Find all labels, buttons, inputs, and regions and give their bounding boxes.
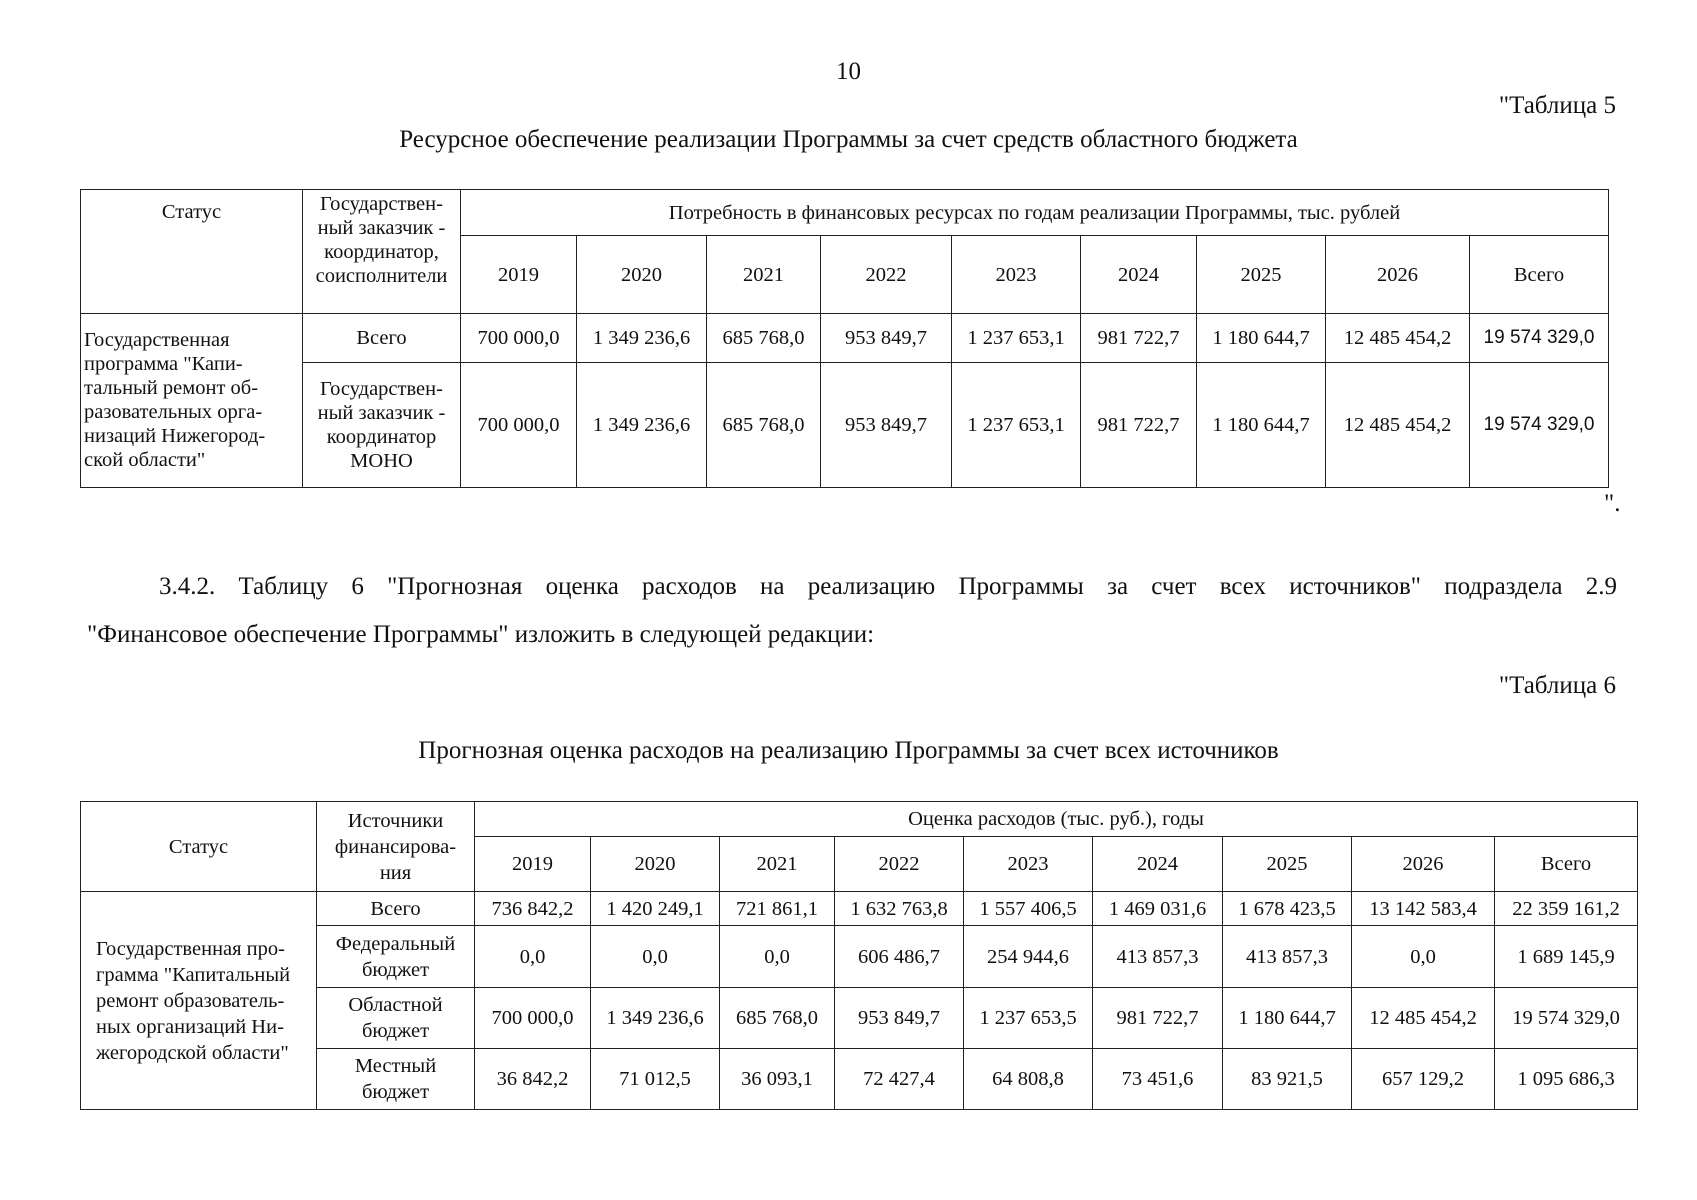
table6-cell: 71 012,5 (591, 1049, 720, 1110)
table5-closing-mark: ". (1604, 490, 1621, 517)
table5-cell: 685 768,0 (707, 314, 821, 363)
table6-cell-total: 1 095 686,3 (1495, 1049, 1638, 1110)
table6-row-label (317, 1049, 475, 1110)
table6-cell: 36 093,1 (720, 1049, 835, 1110)
table6-header-year: 2019 (475, 837, 591, 892)
header-line: Источники (347, 809, 444, 832)
table6-cell-total: 1 689 145,9 (1495, 926, 1638, 988)
table5-title: Ресурсное обеспечение реализации Программы за счет средств областного бюджета (399, 126, 1298, 153)
table6-cell: 606 486,7 (835, 926, 964, 988)
table6-cell: 254 944,6 (964, 926, 1093, 988)
table6-cell: 981 722,7 (1093, 988, 1223, 1049)
table6-label: "Таблица 6 (1498, 672, 1616, 699)
status-line: ных организаций Ни- (96, 1015, 284, 1038)
table6-cell: 953 849,7 (835, 988, 964, 1049)
table5-cell-total: 19 574 329,0 (1470, 314, 1609, 363)
table5-cell: 1 349 236,6 (577, 363, 707, 488)
table6-status-cell (81, 892, 317, 1110)
table6-header-year: 2025 (1223, 837, 1352, 892)
table6-cell-total: 22 359 161,2 (1495, 892, 1638, 926)
table6-cell: 413 857,3 (1223, 926, 1352, 988)
table5-cell: 1 349 236,6 (577, 314, 707, 363)
table6-header-year: 2026 (1352, 837, 1495, 892)
header-line: ния (379, 861, 412, 884)
row-label-line: МОНО (350, 450, 413, 472)
table5-header-year: 2026 (1326, 236, 1470, 314)
status-line: ской области" (84, 449, 206, 471)
table6-header-sources (317, 802, 475, 892)
status-line: Государственная (84, 329, 230, 351)
table6-cell: 1 237 653,5 (964, 988, 1093, 1049)
table5-cell: 1 237 653,1 (952, 314, 1081, 363)
paragraph-line: 3.4.2. Таблицу 6 "Прогнозная оценка расходов на реализацию Программы за счет всех источников" подраздела 2.9 (159, 573, 1617, 600)
row-label-line: Местный (354, 1055, 437, 1077)
table6-cell: 36 842,2 (475, 1049, 591, 1110)
table6-cell: 685 768,0 (720, 988, 835, 1049)
row-label-line: ный заказчик - (317, 402, 446, 424)
row-label-line: бюджет (361, 958, 430, 981)
table6-title: Прогнозная оценка расходов на реализацию Программы за счет всех источников (418, 737, 1279, 764)
table5-header-customer (303, 190, 461, 314)
table5-cell: 1 180 644,7 (1197, 314, 1326, 363)
table5-row-label: Всего (303, 314, 461, 363)
header-line: Государствен- (320, 193, 443, 215)
table5-cell: 953 849,7 (821, 363, 952, 488)
table6-cell: 1 180 644,7 (1223, 988, 1352, 1049)
table6-row-label (317, 988, 475, 1049)
table5-cell: 700 000,0 (461, 363, 577, 488)
table5-header-year: 2025 (1197, 236, 1326, 314)
table6-cell: 73 451,6 (1093, 1049, 1223, 1110)
row-label-line: Областной (348, 994, 443, 1016)
row-label-line: Федеральный (335, 932, 456, 955)
table5-cell: 1 237 653,1 (952, 363, 1081, 488)
table6-header-year: 2024 (1093, 837, 1223, 892)
table6-cell: 1 349 236,6 (591, 988, 720, 1049)
table6-cell: 1 469 031,6 (1093, 892, 1223, 926)
table6-cell: 736 842,2 (475, 892, 591, 926)
table5-header-total: Всего (1470, 236, 1609, 314)
header-line: финансирова- (334, 835, 457, 858)
table6-cell: 0,0 (1352, 926, 1495, 988)
table5-row-label (303, 363, 461, 488)
header-line: ный заказчик - (317, 217, 446, 239)
status-line: Государственная про- (96, 937, 285, 960)
table6-cell: 83 921,5 (1223, 1049, 1352, 1110)
status-line: жегородской области" (96, 1041, 289, 1064)
table5-header-year: 2022 (821, 236, 952, 314)
table6-cell: 700 000,0 (475, 988, 591, 1049)
table5-header-year: 2019 (461, 236, 577, 314)
table6-cell: 721 861,1 (720, 892, 835, 926)
table6-header-year: 2023 (964, 837, 1093, 892)
status-line: грамма "Капитальный (96, 963, 291, 986)
header-line: соисполнители (315, 265, 448, 287)
table6-cell: 64 808,8 (964, 1049, 1093, 1110)
row-label-line: координатор (326, 426, 437, 448)
table6-cell: 12 485 454,2 (1352, 988, 1495, 1049)
table5-cell: 700 000,0 (461, 314, 577, 363)
table6-cell: 1 678 423,5 (1223, 892, 1352, 926)
row-label-line: бюджет (361, 1020, 430, 1042)
status-line: ремонт образователь- (96, 989, 285, 1012)
table6-cell: 13 142 583,4 (1352, 892, 1495, 926)
table5 (80, 189, 1609, 488)
table6-cell: 0,0 (720, 926, 835, 988)
table6-header-year: 2022 (835, 837, 964, 892)
table6-row-label (317, 926, 475, 988)
status-line: программа "Капи- (84, 353, 243, 375)
table6-cell-total: 19 574 329,0 (1495, 988, 1638, 1049)
table6-cell: 1 632 763,8 (835, 892, 964, 926)
table6-header-status: Статус (81, 802, 317, 892)
table6-header-year: 2020 (591, 837, 720, 892)
table5-status-cell (81, 314, 303, 488)
row-label-line: Государствен- (320, 378, 443, 400)
table5-cell: 685 768,0 (707, 363, 821, 488)
row-label-line: бюджет (361, 1081, 430, 1103)
header-line: координатор, (324, 241, 439, 263)
status-line: тальный ремонт об- (84, 377, 259, 399)
table5-cell-total: 19 574 329,0 (1470, 363, 1609, 488)
table6-cell: 0,0 (591, 926, 720, 988)
table5-header-year: 2023 (952, 236, 1081, 314)
paragraph-line: "Финансовое обеспечение Программы" изложить в следующей редакции: (87, 621, 875, 648)
table5-header-year: 2021 (707, 236, 821, 314)
table6 (80, 801, 1638, 1110)
table6-cell: 72 427,4 (835, 1049, 964, 1110)
table5-cell: 953 849,7 (821, 314, 952, 363)
table6-header-year: 2021 (720, 837, 835, 892)
paragraph-3-4-2 (87, 563, 1617, 659)
table6-header-total: Всего (1495, 837, 1638, 892)
table6-cell: 1 557 406,5 (964, 892, 1093, 926)
status-line: разовательных орга- (84, 401, 263, 423)
table6-cell: 1 420 249,1 (591, 892, 720, 926)
table5-cell: 12 485 454,2 (1326, 314, 1470, 363)
table6-cell: 0,0 (475, 926, 591, 988)
table5-cell: 1 180 644,7 (1197, 363, 1326, 488)
table5-cell: 981 722,7 (1081, 314, 1197, 363)
table5-header-year: 2024 (1081, 236, 1197, 314)
table5-cell: 981 722,7 (1081, 363, 1197, 488)
table6-row-label: Всего (317, 892, 475, 926)
table5-label: "Таблица 5 (1498, 92, 1616, 119)
status-line: низаций Нижегород- (84, 425, 266, 447)
table5-header-status: Статус (81, 190, 303, 314)
table6-cell: 657 129,2 (1352, 1049, 1495, 1110)
table5-header-needs: Потребность в финансовых ресурсах по годам реализации Программы, тыс. рублей (461, 190, 1609, 236)
table6-header-estimate: Оценка расходов (тыс. руб.), годы (475, 802, 1638, 837)
table5-cell: 12 485 454,2 (1326, 363, 1470, 488)
table5-header-year: 2020 (577, 236, 707, 314)
table6-cell: 413 857,3 (1093, 926, 1223, 988)
page-number: 10 (836, 58, 861, 85)
